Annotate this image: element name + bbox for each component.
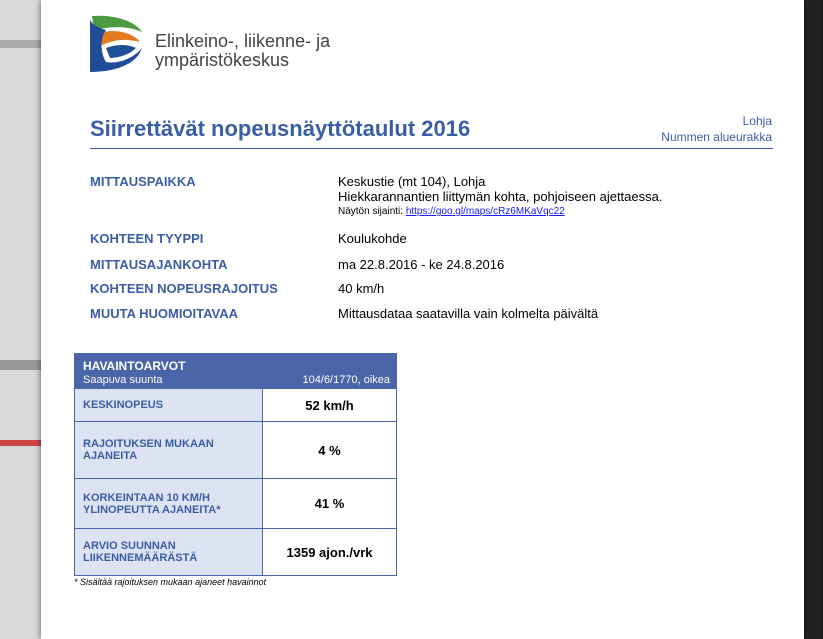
background-bar <box>0 360 41 370</box>
row-value-max-10-over: 41 % <box>263 479 397 529</box>
value-speed-limit: 40 km/h <box>338 281 385 296</box>
org-line-2: ympäristökeskus <box>155 50 290 70</box>
location-area: Nummen alueurakka <box>661 130 772 144</box>
row-label-max-10-over: KORKEINTAAN 10 KM/H YLINOPEUTTA AJANEITA* <box>75 479 263 529</box>
row-label-average-speed: KESKINOPEUS <box>75 389 263 422</box>
row-label-traffic-volume: ARVIO SUUNNAN LIIKENNEMÄÄRÄSTÄ <box>75 529 263 576</box>
value-notes: Mittausdataa saatavilla vain kolmelta päivältä <box>338 306 599 321</box>
label-notes: MUUTA HUOMIOITAVAA <box>90 306 239 321</box>
direction-value: 104/6/1770, oikea <box>302 374 390 386</box>
document-page <box>41 0 804 639</box>
direction-row <box>75 373 396 388</box>
background-bar <box>0 40 41 48</box>
observations-title: HAVAINTOARVOT <box>83 359 186 373</box>
document-title: Siirrettävät nopeusnäyttötaulut 2016 <box>90 116 471 141</box>
site-address: Keskustie (mt 104), Lohja <box>338 174 486 189</box>
background-bar <box>0 440 41 446</box>
label-speed-limit: KOHTEEN NOPEUSRAJOITUS <box>90 281 278 296</box>
row-label-within-limit: RAJOITUKSEN MUKAAN AJANEITA <box>75 422 263 479</box>
direction-label: Saapuva suunta <box>83 374 163 386</box>
table-row <box>75 389 397 422</box>
row-value-within-limit: 4 % <box>263 422 397 479</box>
row-value-traffic-volume: 1359 ajon./vrk <box>263 529 397 576</box>
location-info <box>661 113 772 145</box>
org-line-1: Elinkeino-, liikenne- ja <box>155 31 331 51</box>
background-window <box>0 0 41 639</box>
row-value-average-speed: 52 km/h <box>263 389 397 422</box>
site-description: Hiekkarannantien liittymän kohta, pohjoiseen ajettaessa. <box>338 189 663 204</box>
observations-table <box>74 353 397 576</box>
table-row <box>75 422 397 479</box>
value-measurement-period: ma 22.8.2016 - ke 24.8.2016 <box>338 257 505 272</box>
footnote: * Sisältää rajoituksen mukaan ajaneet havainnot <box>74 577 267 587</box>
site-link-line <box>338 204 662 219</box>
map-link[interactable]: https://goo.gl/maps/cRz6MKaVqc22 <box>405 206 565 217</box>
value-measurement-site <box>338 174 662 219</box>
label-site-type: KOHTEEN TYYPPI <box>90 231 204 246</box>
observations-header <box>75 354 397 389</box>
title-divider <box>90 148 773 149</box>
label-measurement-site: MITTAUSPAIKKA <box>90 174 196 189</box>
table-row <box>75 529 397 576</box>
location-city: Lohja <box>742 114 772 128</box>
organization-name <box>155 32 330 70</box>
table-row <box>75 479 397 529</box>
link-prefix: Näytön sijainti: <box>338 206 406 217</box>
value-site-type: Koulukohde <box>338 231 407 246</box>
label-measurement-period: MITTAUSAJANKOHTA <box>90 257 228 272</box>
ely-logo-icon <box>86 14 144 74</box>
